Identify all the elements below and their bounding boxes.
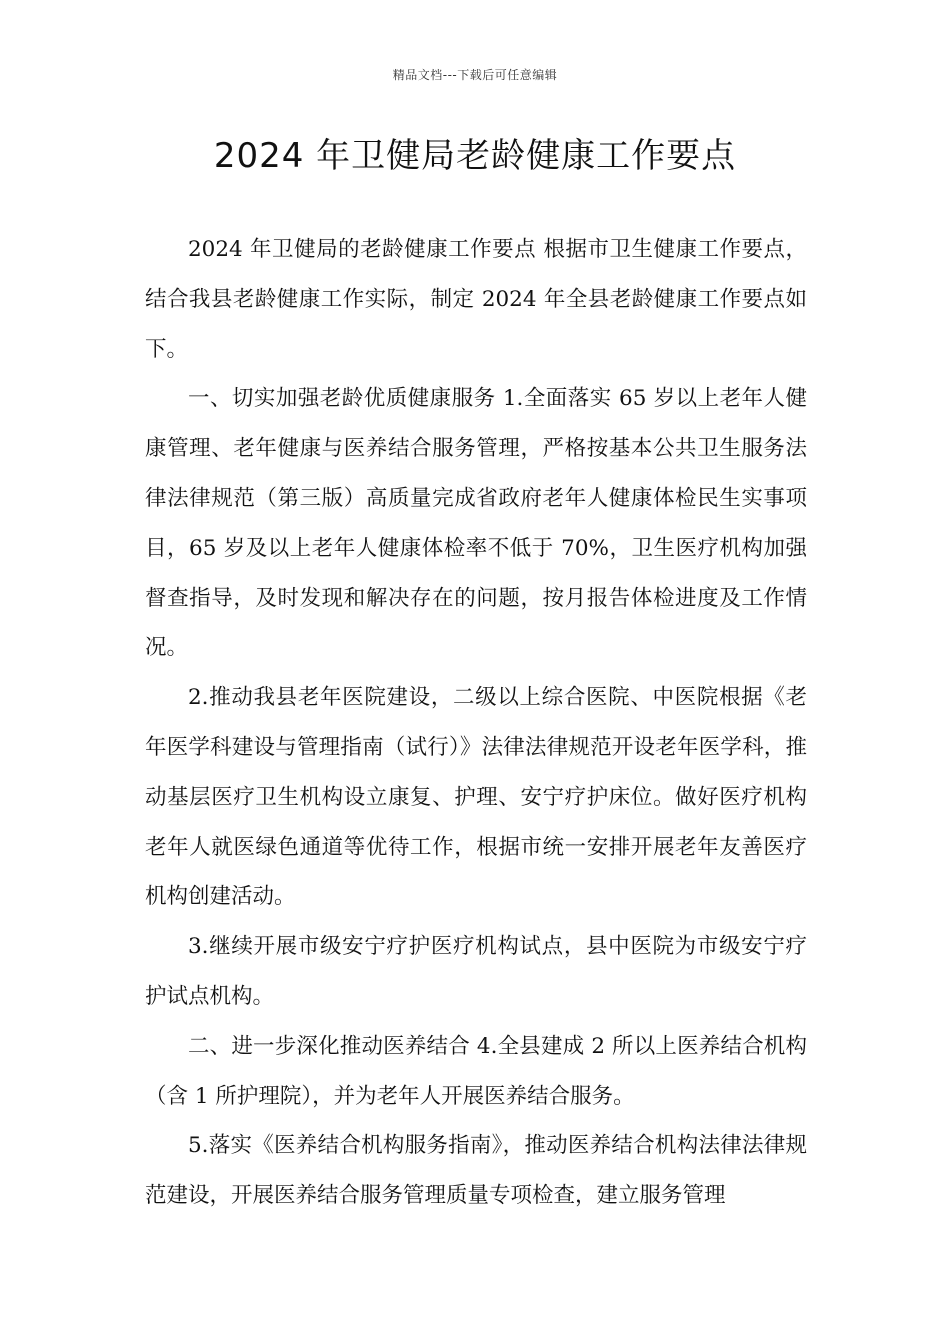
paragraph-section-2: 二、进一步深化推动医养结合 4.全县建成 2 所以上医养结合机构（含 1 所护理院），并为老年人开展医养结合服务。 xyxy=(145,1033,807,1109)
paragraph-item-3: 3.继续开展市级安宁疗护医疗机构试点，县中医院为市级安宁疗护试点机构。 xyxy=(145,934,807,1009)
paragraph-intro: 2024 年卫健局的老龄健康工作要点 根据市卫生健康工作要点，结合我县老龄健康工作实际，制定 2024 年全县老龄健康工作要点如下。 xyxy=(145,237,807,362)
paragraph-section-1: 一、切实加强老龄优质健康服务 1.全面落实 65 岁以上老年人健康管理、老年健康与医养结合服务管理，严格按基本公共卫生服务法律法律规范（第三版）高质量完成省政府老年人健康体检民生实事项目，65 岁及以上老年人健康体检率不低于 70%，卫生医疗机构加强督查指导，及时发现和解决存在的问题，按月报告体检进度及工作情况。 xyxy=(145,386,807,661)
header-note: 精品文档---下载后可任意编辑 xyxy=(392,68,558,82)
paragraph-item-5: 5.落实《医养结合机构服务指南》，推动医养结合机构法律法律规范建设，开展医养结合服务管理质量专项检查，建立服务管理 xyxy=(145,1133,807,1209)
paragraph-item-2: 2.推动我县老年医院建设，二级以上综合医院、中医院根据《老年医学科建设与管理指南（试行）》法律法律规范开设老年医学科，推动基层医疗卫生机构设立康复、护理、安宁疗护床位。做好医疗机构老年人就医绿色通道等优待工作，根据市统一安排开展老年友善医疗机构创建活动。 xyxy=(145,685,807,910)
document-body xyxy=(145,225,807,1221)
document-title: 2024 年卫健局老龄健康工作要点 xyxy=(213,136,737,176)
